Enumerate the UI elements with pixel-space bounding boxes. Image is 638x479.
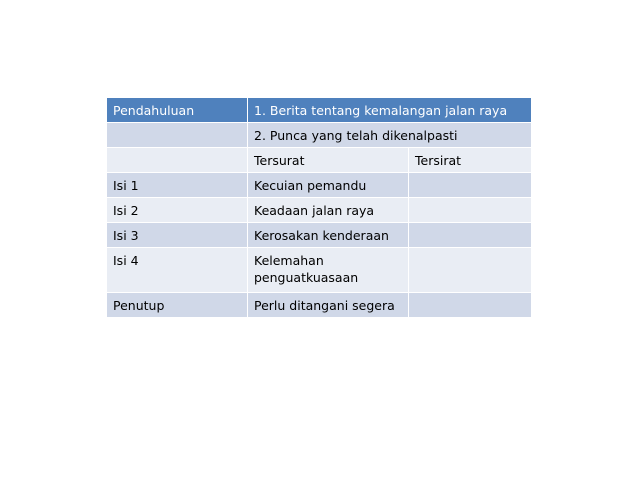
punca-cell: 2. Punca yang telah dikenalpasti bbox=[248, 123, 532, 148]
subheader-tersurat: Tersurat bbox=[248, 148, 409, 173]
row-label: Isi 3 bbox=[107, 223, 248, 248]
table-header-row bbox=[107, 98, 532, 123]
table-row bbox=[107, 223, 532, 248]
row-label: Isi 1 bbox=[107, 173, 248, 198]
table-row bbox=[107, 198, 532, 223]
row-tersirat bbox=[409, 198, 532, 223]
row-tersurat: Kecuian pemandu bbox=[248, 173, 409, 198]
table-row bbox=[107, 173, 532, 198]
row-tersirat bbox=[409, 223, 532, 248]
row-tersurat: Keadaan jalan raya bbox=[248, 198, 409, 223]
row-tersirat bbox=[409, 293, 532, 318]
essay-outline-table bbox=[106, 97, 532, 318]
row-tersurat: Perlu ditangani segera bbox=[248, 293, 409, 318]
table-row-punca bbox=[107, 123, 532, 148]
punca-label-cell bbox=[107, 123, 248, 148]
row-tersirat bbox=[409, 248, 532, 293]
header-cell-berita: 1. Berita tentang kemalangan jalan raya bbox=[248, 98, 532, 123]
subheader-tersirat: Tersirat bbox=[409, 148, 532, 173]
row-tersurat: Kelemahan penguatkuasaan bbox=[248, 248, 409, 293]
row-tersirat bbox=[409, 173, 532, 198]
header-cell-pendahuluan: Pendahuluan bbox=[107, 98, 248, 123]
row-label: Isi 2 bbox=[107, 198, 248, 223]
row-label: Penutup bbox=[107, 293, 248, 318]
table-row-subheader bbox=[107, 148, 532, 173]
row-tersurat: Kerosakan kenderaan bbox=[248, 223, 409, 248]
table-row bbox=[107, 248, 532, 293]
table-row bbox=[107, 293, 532, 318]
subheader-empty-cell bbox=[107, 148, 248, 173]
row-label: Isi 4 bbox=[107, 248, 248, 293]
